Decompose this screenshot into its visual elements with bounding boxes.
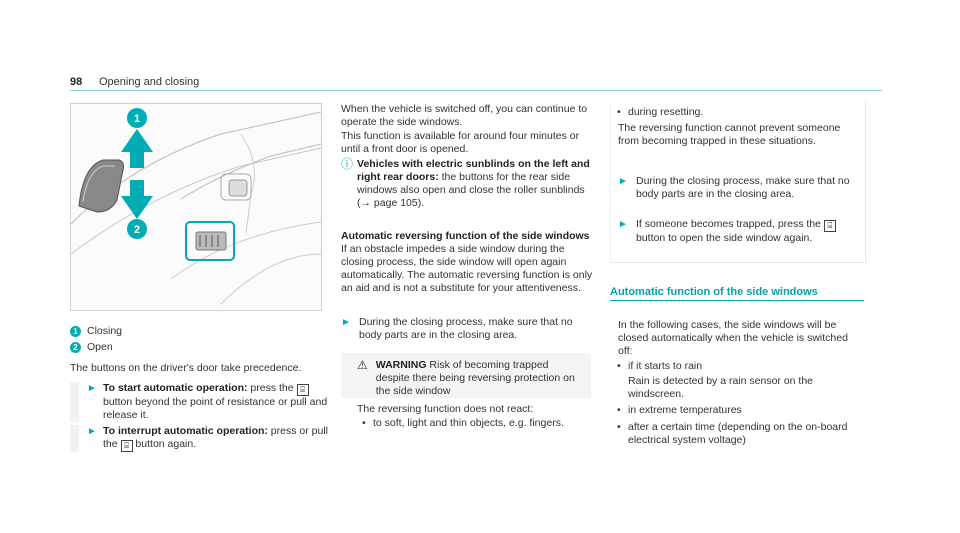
door-switch-illustration: [70, 103, 322, 311]
warning-icon: ⚠: [357, 358, 368, 372]
step-arrow-icon: ►: [87, 383, 97, 394]
window-switch-icon: ⌸: [824, 220, 836, 232]
paragraph: In the following cases, the side windows will be closed automatically when the vehicle is switched off:: [618, 319, 848, 357]
door-panel-drawing: [71, 104, 321, 310]
bullet-item: • after a certain time (depending on the on-board electrical system voltage): [628, 421, 858, 447]
warning-paragraph: The reversing function does not react:: [357, 403, 534, 415]
legend-item-closing: [70, 325, 122, 338]
step-arrow-icon: ►: [618, 176, 628, 187]
window-switch-icon: ⌸: [297, 384, 309, 396]
bullet-subtext: Rain is detected by a rain sensor on the windscreen.: [628, 375, 814, 400]
paragraph: The reversing function cannot prevent someone from becoming trapped in these situations.: [618, 122, 841, 147]
subheading: Automatic reversing function of the side windows: [341, 230, 590, 242]
info-text: the buttons for the rear side windows also open and close the roller sunblinds (→ page 105).: [357, 171, 585, 209]
step-closing-area: [618, 175, 858, 201]
paragraph: When the vehicle is switched off, you can continue to operate the side windows.: [341, 103, 588, 128]
legend-number: 2: [70, 342, 81, 353]
section-title: Opening and closing: [99, 76, 200, 88]
warning-details: [341, 398, 591, 441]
step-if-trapped: [618, 218, 858, 245]
step-start-automatic: [70, 382, 332, 422]
warning-label: WARNING: [375, 359, 427, 371]
section-divider: [610, 300, 864, 301]
legend-text: Open: [87, 341, 113, 353]
info-icon: ⓘ: [341, 157, 354, 171]
step-arrow-icon: ►: [341, 317, 351, 328]
page-number: 98: [70, 76, 83, 88]
info-title: Vehicles with electric sunblinds on the left and right rear doors:: [357, 158, 590, 183]
paragraph: If an obstacle impedes a side window during the closing process, the side window will open again automatically. The automatic reversing function is only an aid and is not a substitute for your attentiveness.: [341, 243, 593, 294]
label-2: 2: [133, 224, 141, 236]
step-closing-area: [341, 316, 596, 342]
warning-text: Risk of becoming trapped despite there being reversing protection on the side window: [375, 359, 575, 397]
paragraph: This function is available for around four minutes or until a front door is opened.: [341, 130, 580, 155]
step-text: button to open the side window again.: [636, 232, 813, 244]
section-heading: Automatic function of the side windows: [610, 286, 818, 298]
step-text: press the: [247, 382, 297, 394]
step-title: To interrupt automatic operation:: [103, 425, 268, 437]
window-switch-icon: ⌸: [121, 440, 133, 452]
warning-bullet: • to soft, light and thin objects, e.g. fingers.: [373, 417, 588, 430]
step-interrupt-automatic: [70, 425, 332, 452]
step-arrow-icon: ►: [618, 219, 628, 230]
legend-number: 1: [70, 326, 81, 337]
step-text: button beyond the point of resistance or pull and release it.: [103, 396, 328, 421]
bullet-item: • if it starts to rain: [628, 360, 858, 373]
step-title: To start automatic operation:: [103, 382, 248, 394]
legend-item-open: [70, 341, 113, 354]
step-arrow-icon: ►: [87, 426, 97, 437]
bullet-item: • in extreme temperatures: [628, 404, 858, 417]
label-1: 1: [133, 113, 141, 125]
step-text: During the closing process, make sure that no body parts are in the closing area.: [359, 316, 573, 341]
legend-text: Closing: [87, 325, 123, 337]
step-text: During the closing process, make sure that no body parts are in the closing area.: [636, 175, 850, 200]
bullet-item: • during resetting.: [628, 106, 858, 119]
header-divider: [70, 90, 882, 91]
step-text: press or pull the: [103, 425, 328, 450]
info-note: [341, 158, 596, 210]
warning-box: [341, 353, 591, 441]
intro-text: The buttons on the driver's door take precedence.: [70, 362, 302, 374]
step-text: button again.: [132, 438, 197, 450]
step-text: If someone becomes trapped, press the: [636, 218, 824, 230]
